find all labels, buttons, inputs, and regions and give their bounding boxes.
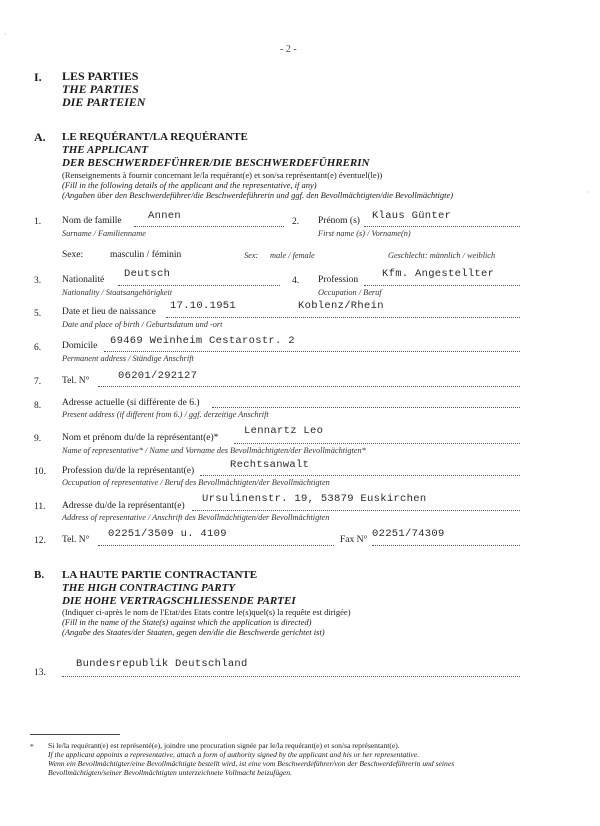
page-number: - 2 - — [280, 44, 297, 55]
field-2-number: 2. — [292, 217, 300, 227]
field-5-sublabel: Date and place of birth / Geburtsdatum und -ort — [62, 320, 223, 329]
field-8-line — [212, 407, 520, 408]
sex-label-fr: Sexe: — [62, 250, 84, 260]
section-i-title-fr: LES PARTIES — [62, 69, 139, 83]
field-7-line — [98, 386, 520, 387]
field-7-label: Tel. N° — [62, 376, 90, 386]
field-12-number: 12. — [34, 536, 46, 546]
section-a-notes — [62, 170, 453, 200]
footnote-en: If the applicant appoints a representative, attach a form of authority signed by the applicant and his or her representative. — [48, 750, 420, 759]
field-2-sublabel: First name (s) / Vorname(n) — [318, 229, 411, 238]
field-3-value: Deutsch — [124, 268, 171, 280]
field-10-sublabel: Occupation of representative / Beruf des Bevollmächtigten/der Bevollmächtigten — [62, 478, 330, 487]
field-12-line — [98, 545, 334, 546]
field-3-label: Nationalité — [62, 275, 105, 285]
field-1-line — [134, 226, 284, 227]
field-8-label: Adresse actuelle (si différente de 6.) — [62, 398, 200, 408]
field-11-value: Ursulinenstr. 19, 53879 Euskirchen — [202, 493, 427, 505]
field-1-sublabel: Surname / Familienname — [62, 229, 146, 238]
field-9-number: 9. — [34, 434, 42, 444]
scan-mark: · — [586, 188, 589, 197]
field-12-label: Tel. N° — [62, 535, 90, 545]
field-5-label: Date et lieu de naissance — [62, 307, 156, 317]
sex-label-de: Geschlecht: männlich / weiblich — [388, 251, 496, 260]
field-1-label: Nom de famille — [62, 216, 122, 226]
field-2-label: Prénom (s) — [318, 216, 360, 226]
sex-options-fr: masculin / féminin — [110, 250, 182, 260]
footnote-text — [48, 741, 454, 777]
section-b-note-en: (Fill in the name of the State(s) against which the application is directed) — [62, 617, 312, 627]
field-11-line — [192, 510, 520, 511]
section-b-note-fr: (Indiquer ci-après le nom de l'Etat/des Etats contre le(s)quel(s) la requête est dirigée) — [62, 607, 351, 617]
section-a-note-fr: (Renseignements à fournir concernant le/la requérant(e) et son/sa représentant(e) éventuel(le)) — [62, 170, 383, 180]
field-4-label: Profession — [318, 275, 359, 285]
section-b-title-de: DIE HOHE VERTRAGSCHLIESSENDE PARTEI — [62, 595, 296, 607]
section-a-title-fr: LE REQUÉRANT/LA REQUÉRANTE — [62, 131, 248, 143]
field-10-line — [200, 475, 520, 476]
field-4-sublabel: Occupation / Beruf — [318, 288, 382, 297]
field-3-line — [118, 285, 280, 286]
section-a-note-de: (Angaben über den Beschwerdeführer/die Beschwerdeführerin und ggf. den Bevollmächtigten/die Bevollmächtigte) — [62, 190, 454, 200]
field-13-value: Bundesrepublik Deutschland — [76, 658, 248, 670]
field-8-sublabel: Present address (if different from 6.) / ggf. derzeitige Anschrift — [62, 410, 269, 419]
field-6-line — [104, 351, 520, 352]
field-8-number: 8. — [34, 401, 42, 411]
field-12-fax-value: 02251/74309 — [372, 528, 445, 540]
field-12-value: 02251/3509 u. 4109 — [108, 528, 227, 540]
field-4-value: Kfm. Angestellter — [382, 268, 495, 280]
field-10-number: 10. — [34, 467, 46, 477]
field-9-value: Lennartz Leo — [244, 425, 324, 437]
field-12-fax-label: Fax N° — [340, 535, 368, 545]
field-5-date-value: 17.10.1951 — [170, 300, 237, 312]
field-5-place-value: Koblenz/Rhein — [298, 300, 384, 312]
field-11-number: 11. — [34, 502, 46, 512]
field-7-value: 06201/292127 — [118, 370, 198, 382]
section-b-title-en: THE HIGH CONTRACTING PARTY — [62, 582, 236, 594]
field-1-number: 1. — [34, 217, 42, 227]
section-i-number: I. — [34, 70, 42, 84]
field-11-sublabel: Address of representative / Anschrift des Bevollmächtigten/der Bevollmächtigten — [62, 513, 330, 522]
field-4-number: 4. — [292, 276, 300, 286]
sex-options-en: male / female — [270, 251, 315, 260]
field-13-line — [62, 676, 520, 677]
section-a-note-en: (Fill in the following details of the applicant and the representative, if any) — [62, 180, 317, 190]
scan-mark: · — [4, 30, 7, 39]
field-7-number: 7. — [34, 377, 42, 387]
field-9-line — [234, 443, 520, 444]
field-6-value: 69469 Weinheim Cestarostr. 2 — [110, 335, 295, 347]
section-i-title-en: THE PARTIES — [62, 82, 139, 96]
section-b-title — [62, 569, 296, 608]
footnote-fr: Si le/la requérant(e) est représenté(e), joindre une procuration signée par le/la requérant(e) et son/sa représentant(e). — [48, 741, 400, 750]
field-13-number: 13. — [34, 668, 46, 678]
section-a-title-de: DER BESCHWERDEFÜHRER/DIE BESCHWERDEFÜHRERIN — [62, 157, 370, 169]
field-2-value: Klaus Günter — [372, 210, 452, 222]
section-b-note-de: (Angabe des Staates/der Staaten, gegen den/die die Beschwerde gerichtet ist) — [62, 627, 325, 637]
section-a-letter: A. — [34, 130, 46, 144]
section-b-notes — [62, 607, 351, 637]
field-5-line — [166, 317, 520, 318]
sex-label-en: Sex: — [244, 251, 259, 260]
field-5-number: 5. — [34, 309, 42, 319]
section-b-letter: B. — [34, 569, 45, 581]
field-6-number: 6. — [34, 343, 42, 353]
field-2-line — [364, 226, 520, 227]
section-b-title-fr: LA HAUTE PARTIE CONTRACTANTE — [62, 569, 258, 581]
field-11-label: Adresse du/de la représentant(e) — [62, 501, 185, 511]
footnote-de-line2: Bevollmächtigten/seiner Bevollmächtigten unterzeichnete Vollmacht beizufügen. — [48, 768, 292, 777]
field-12-fax-line — [372, 545, 520, 546]
field-10-value: Rechtsanwalt — [230, 459, 310, 471]
field-4-line — [364, 285, 520, 286]
field-6-sublabel: Permanent address / Ständige Anschrift — [62, 354, 194, 363]
field-3-number: 3. — [34, 276, 42, 286]
field-9-sublabel: Name of representative* / Name und Vorname des Bevollmächtigten/der Bevollmächtigten* — [62, 446, 366, 455]
section-a-title — [62, 131, 370, 170]
footnote-de-line1: Wenn ein Bevollmächtigter/eine Bevollmächtigte bestellt wird, ist eine vom Beschwerdeführer/von der Beschwerdeführerin und seines — [48, 759, 455, 768]
field-10-label: Profession du/de la représentant(e) — [62, 466, 195, 476]
field-3-sublabel: Nationality / Staatsangehörigkeit — [62, 288, 173, 297]
footnote-star: * — [30, 742, 34, 751]
section-i-title — [62, 70, 145, 109]
section-a-title-en: THE APPLICANT — [62, 144, 149, 156]
field-6-label: Domicile — [62, 341, 98, 351]
footnote-divider — [30, 734, 120, 735]
section-i-title-de: DIE PARTEIEN — [62, 95, 146, 109]
field-9-label: Nom et prénom du/de la représentant(e)* — [62, 433, 219, 443]
field-1-value: Annen — [148, 210, 182, 222]
